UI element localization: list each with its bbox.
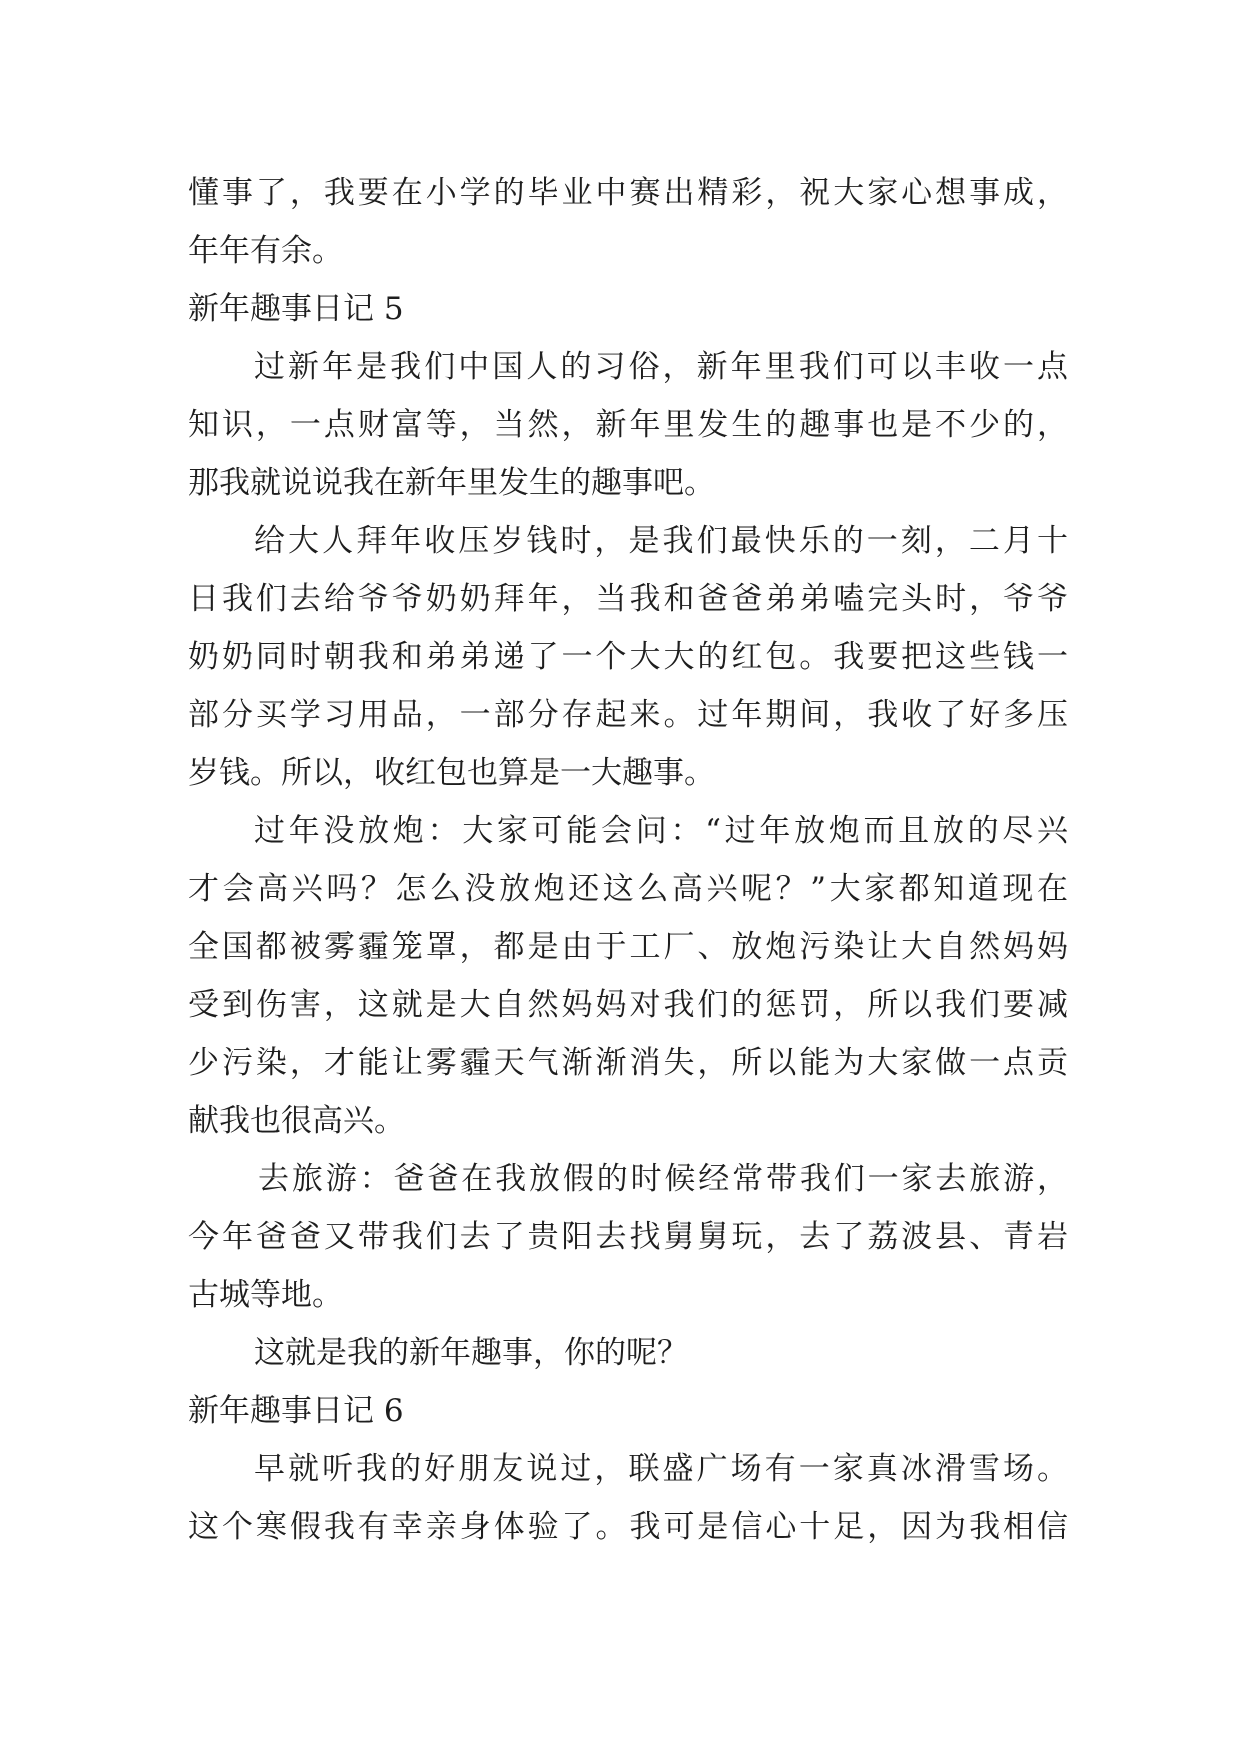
paragraph-line: 全国都被雾霾笼罩，都是由于工厂、放炮污染让大自然妈妈	[188, 929, 1068, 965]
paragraph-line: 献我也很高兴。	[188, 1103, 405, 1139]
document-body	[188, 164, 1068, 1556]
paragraph-line: 早就听我的好朋友说过，联盛广场有一家真冰滑雪场。	[254, 1451, 1068, 1487]
paragraph-line: 古城等地。	[188, 1277, 343, 1313]
paragraph-line: 给大人拜年收压岁钱时，是我们最快乐的一刻，二月十	[254, 523, 1068, 559]
paragraph-line: 过年没放炮：大家可能会问：“过年放炮而且放的尽兴	[254, 813, 1068, 849]
paragraph-line: 懂事了，我要在小学的毕业中赛出精彩，祝大家心想事成，	[188, 175, 1068, 211]
section-heading: 新年趣事日记 5	[188, 291, 404, 327]
paragraph-line: 才会高兴吗？怎么没放炮还这么高兴呢？”大家都知道现在	[188, 871, 1068, 907]
paragraph-line: 岁钱。所以，收红包也算是一大趣事。	[188, 755, 715, 791]
paragraph-line: 过新年是我们中国人的习俗，新年里我们可以丰收一点	[254, 349, 1068, 385]
paragraph-line: 日我们去给爷爷奶奶拜年，当我和爸爸弟弟嗑完头时，爷爷	[188, 581, 1068, 617]
paragraph-line: 这就是我的新年趣事，你的呢？	[254, 1335, 688, 1371]
section-heading: 新年趣事日记 6	[188, 1393, 404, 1429]
paragraph-line: 这个寒假我有幸亲身体验了。我可是信心十足，因为我相信	[188, 1509, 1068, 1545]
paragraph-line: 去旅游：爸爸在我放假的时候经常带我们一家去旅游，	[258, 1161, 1068, 1197]
paragraph-line: 受到伤害，这就是大自然妈妈对我们的惩罚，所以我们要减	[188, 987, 1068, 1023]
paragraph-line: 那我就说说我在新年里发生的趣事吧。	[188, 465, 715, 501]
paragraph-line: 今年爸爸又带我们去了贵阳去找舅舅玩，去了荔波县、青岩	[188, 1219, 1068, 1255]
paragraph-line: 奶奶同时朝我和弟弟递了一个大大的红包。我要把这些钱一	[188, 639, 1068, 675]
paragraph-line: 知识，一点财富等，当然，新年里发生的趣事也是不少的，	[188, 407, 1068, 443]
paragraph-line: 部分买学习用品，一部分存起来。过年期间，我收了好多压	[188, 697, 1068, 733]
paragraph-line: 少污染，才能让雾霾天气渐渐消失，所以能为大家做一点贡	[188, 1045, 1068, 1081]
paragraph-line: 年年有余。	[188, 233, 343, 269]
